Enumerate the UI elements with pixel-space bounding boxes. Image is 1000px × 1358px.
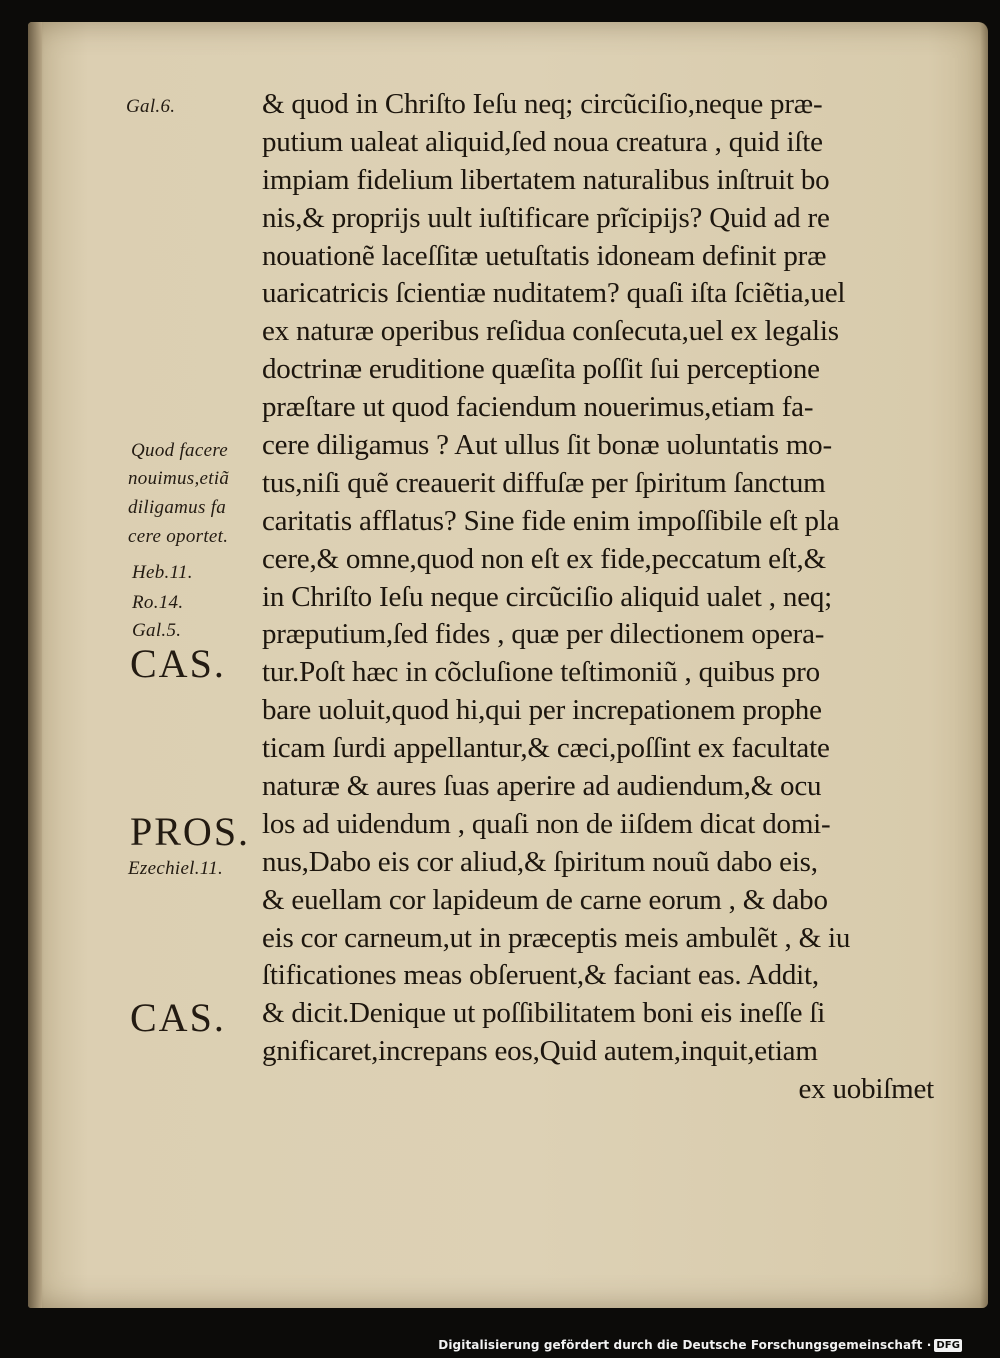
text-line: bare uoluit,quod hi,qui per increpationem prophe xyxy=(262,694,822,727)
margin-note-gal5: Gal.5. xyxy=(132,620,182,641)
margin-note-heb11: Heb.11. xyxy=(132,562,193,583)
text-line: tus,niſi quẽ creauerit diffuſæ per ſpiritum ſanctum xyxy=(262,466,826,499)
margin-note-quod-facere-line1: Quod facere xyxy=(131,440,229,461)
margin-note-quod-facere-line3: diligamus fa xyxy=(128,497,227,518)
page-binding-edge xyxy=(28,22,42,1308)
page-fore-edge xyxy=(980,22,988,1308)
text-line: & dicit.Denique ut poſſibilitatem boni eis ineſſe ſi xyxy=(262,997,826,1030)
text-line: gnificaret,increpans eos,Quid autem,inquit,etiam xyxy=(262,1035,818,1068)
text-line: naturæ & aures ſuas aperire ad audiendum,& ocu xyxy=(262,770,822,803)
margin-note-ezechiel: Ezechiel.11. xyxy=(128,858,224,879)
digitization-credit xyxy=(438,1338,962,1352)
text-line: uaricatricis ſcientiæ nuditatem? quaſi iſta ſciẽtia,uel xyxy=(262,277,846,310)
text-line: impiam fidelium libertatem naturalibus inſtruit bo xyxy=(262,163,830,196)
text-line: præſtare ut quod faciendum nouerimus,etiam fa- xyxy=(262,391,814,424)
text-line: los ad uidendum , quaſi non de iiſdem dicat domi- xyxy=(262,807,831,840)
text-line: in Chriſto Ieſu neque circũciſio aliquid ualet , neq; xyxy=(262,580,833,613)
text-line: & quod in Chriſto Ieſu neq; circũciſio,neque præ- xyxy=(262,88,823,120)
margin-note-ro14: Ro.14. xyxy=(132,592,184,613)
catchword: ex uobiſmet xyxy=(798,1073,934,1106)
text-line: nus,Dabo eis cor aliud,& ſpiritum nouũ dabo eis, xyxy=(262,845,818,878)
text-line: præputium,ſed fides , quæ per dilectionem opera- xyxy=(262,618,825,651)
text-line: ſtificationes meas obſeruent,& faciant eas. Addit, xyxy=(262,959,819,992)
margin-note-pros: PROS. xyxy=(130,809,251,854)
text-line: ex naturæ operibus reſidua conſecuta,uel ex legalis xyxy=(262,315,839,348)
text-line: tur.Poſt hæc in cõcluſione teſtimoniũ , quibus pro xyxy=(262,656,820,689)
text-line: caritatis afflatus? Sine fide enim impoſſibile eſt pla xyxy=(262,504,840,537)
margin-note-gal6: Gal.6. xyxy=(126,96,176,117)
margin-note-cas-2: CAS. xyxy=(130,995,226,1040)
margin-note-cas-1: CAS. xyxy=(130,641,226,686)
text-line: doctrinæ eruditione quæſita poſſit ſui perceptione xyxy=(262,353,820,386)
dfg-logo-icon: DFG xyxy=(936,1339,960,1351)
text-line: nis,& proprijs uult iuſtificare prĩcipijs? Quid ad re xyxy=(262,201,830,234)
text-line: cere,& omne,quod non eſt ex fide,peccatum eſt,& xyxy=(262,542,826,575)
margin-note-quod-facere-line2: nouimus,etiã xyxy=(128,468,230,489)
margin-note-quod-facere-line4: cere oportet. xyxy=(128,526,229,547)
text-line: eis cor carneum,ut in præceptis meis ambulẽt , & iu xyxy=(262,921,851,954)
text-line: putium ualeat aliquid,ſed noua creatura , quid iſte xyxy=(262,125,823,158)
text-line: ticam ſurdi appellantur,& cæci,poſſint ex facultate xyxy=(262,732,830,765)
body-text xyxy=(262,86,942,1109)
text-line: & euellam cor lapideum de carne eorum , & dabo xyxy=(262,883,828,916)
text-line: cere diligamus ? Aut ullus ſit bonæ uoluntatis mo- xyxy=(262,429,832,462)
text-line: nouationẽ laceſſitæ uetuſtatis idoneam definit præ xyxy=(262,239,827,272)
credit-text: Digitalisierung gefördert durch die Deutsche Forschungsgemeinschaft · xyxy=(438,1338,932,1352)
